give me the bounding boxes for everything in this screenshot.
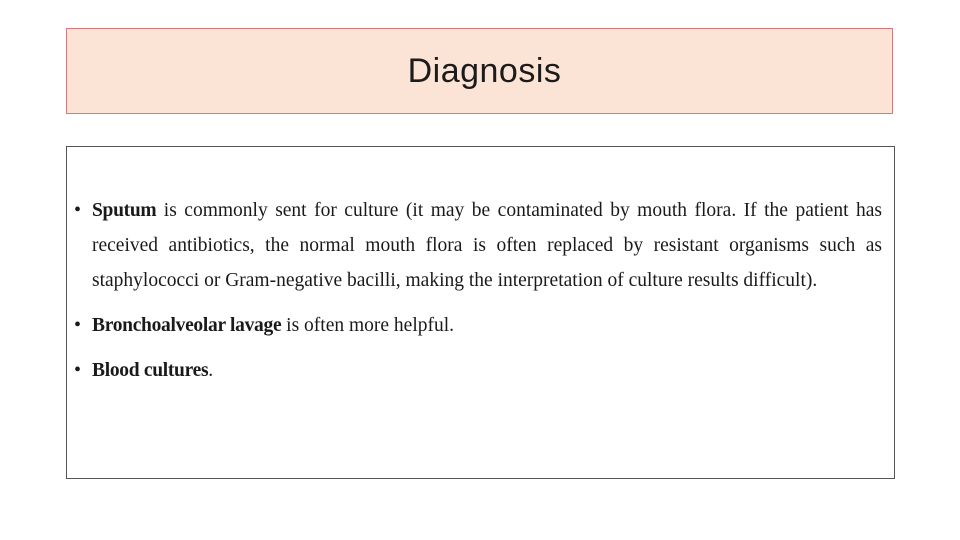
bullet-text: . [208,360,214,381]
slide-title: Diagnosis [407,51,562,90]
content-box [66,146,895,479]
bullet-text: is commonly sent for culture (it may be contaminated by mouth flora. If the patient has received antibiotics, the normal mouth flora is often replaced by resistant organisms such as staphylococci or Gram-negative bacilli, making the interpretation of culture results difficult). [92,200,882,291]
bullet-bronchoalveolar-lavage [74,308,882,343]
title-box [66,28,893,114]
bullet-text: is often more helpful. [281,315,455,336]
bullet-bold-term: Sputum [92,200,157,221]
bullet-blood-cultures [74,353,882,388]
bullet-dot-icon: • [74,199,82,221]
bullet-bold-term: Bronchoalveolar lavage [92,315,282,336]
bullet-dot-icon: • [74,314,82,336]
bullet-dot-icon: • [74,359,82,381]
bullet-bold-term: Blood cultures [92,360,209,381]
bullet-sputum [74,193,882,298]
